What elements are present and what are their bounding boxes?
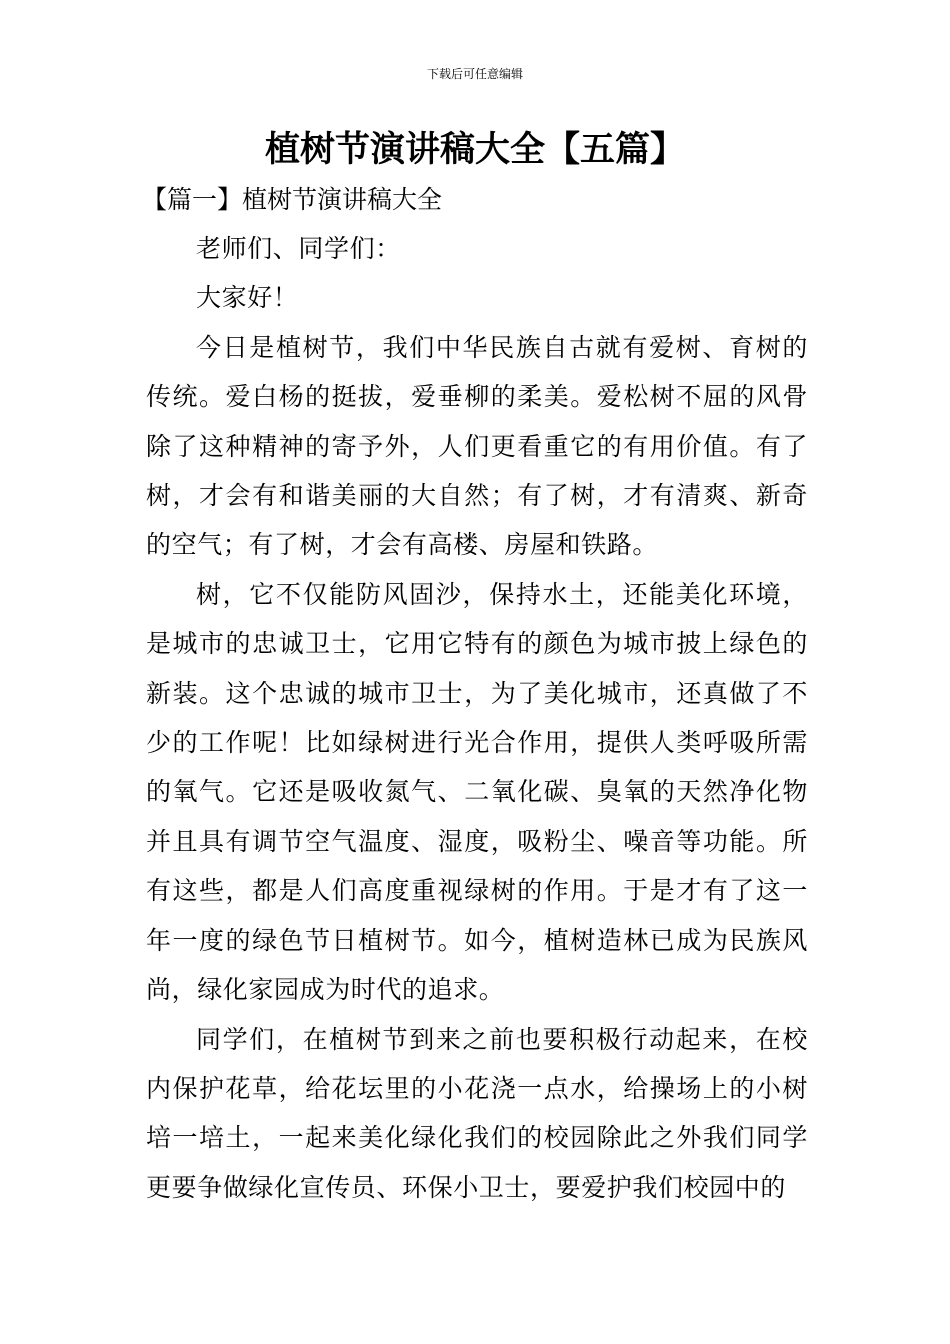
- salutation-paragraph: 老师们、同学们：: [196, 234, 401, 263]
- document-title: 植树节演讲稿大全【五篇】: [264, 129, 685, 170]
- body-paragraph: 今日是植树节，我们中华民族自古就有爱树、育树的传统。爱白杨的挺拔，爱垂柳的柔美。爱松树不屈的风骨除了这种精神的寄予外，人们更看重它的有用价值。有了树，才会有和谐美丽的大自然；有了树，才有清爽、新奇的空气；有了树，才会有高楼、房屋和铁路。: [146, 332, 808, 560]
- document-body: [142, 176, 808, 1212]
- body-paragraph: 同学们，在植树节到来之前也要积极行动起来，在校内保护花草，给花坛里的小花浇一点水，给操场上的小树培一培土，一起来美化绿化我们的校园除此之外我们同学更要争做绿化宣传员、环保小卫士，要爱护我们校园中的: [146, 1024, 808, 1202]
- greeting-paragraph: 大家好！: [196, 283, 299, 313]
- header-note: 下载后可任意编辑: [426, 67, 523, 81]
- section-heading: 【篇一】植树节演讲稿大全: [142, 185, 443, 214]
- body-paragraph: 树，它不仅能防风固沙，保持水土，还能美化环境，是城市的忠诚卫士，它用它特有的颜色为城市披上绿色的新装。这个忠诚的城市卫士，为了美化城市，还真做了不少的工作呢！比如绿树进行光合作用，提供人类呼吸所需的氧气。它还是吸收氮气、二氧化碳、臭氧的天然净化物并且具有调节空气温度、湿度，吸粉尘、噪音等功能。所有这些，都是人们高度重视绿树的作用。于是才有了这一年一度的绿色节日植树节。如今，植树造林已成为民族风尚，绿化家园成为时代的追求。: [146, 579, 808, 1005]
